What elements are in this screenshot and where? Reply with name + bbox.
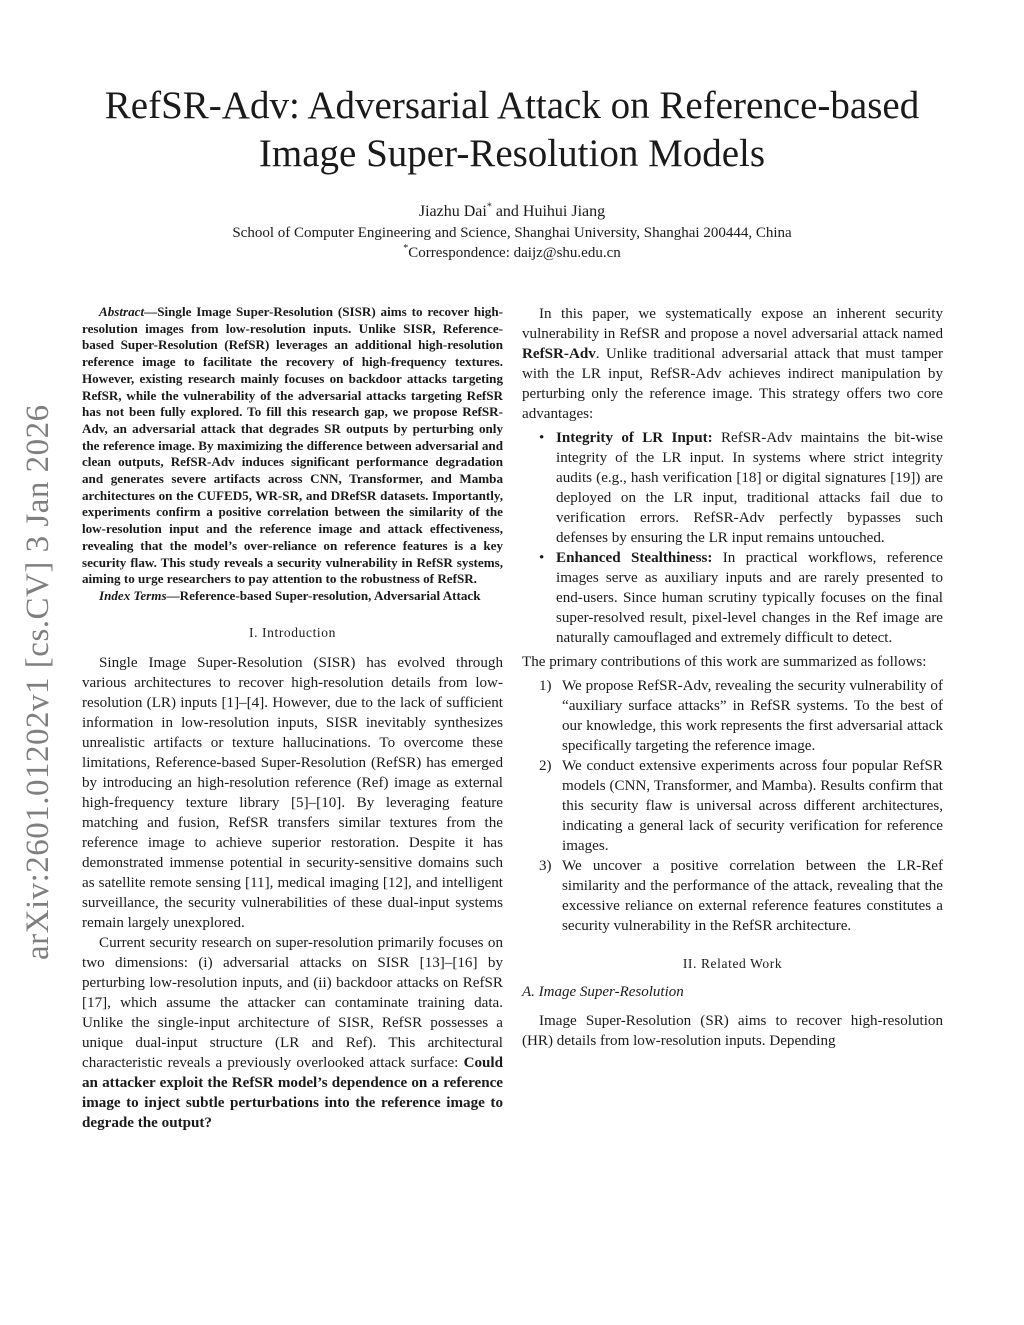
correspondence <box>60 245 964 262</box>
section-heading-related-work: II. Related Work <box>682 956 783 971</box>
index-terms-text: —Reference-based Super-resolution, Adversarial Attack <box>166 587 481 603</box>
affiliation: School of Computer Engineering and Science, Shanghai University, Shanghai 200444, China <box>232 225 792 241</box>
list-item <box>522 756 943 856</box>
left-column <box>82 304 503 1133</box>
list-item-number: 1) <box>539 678 552 694</box>
paper-title <box>60 82 964 178</box>
list-item-text: In practical workflows, reference images serve as auxiliary inputs and are rarely presented to end-users. Since human scrutiny typically focuses on the final super-resolved result, pixel-level changes in the Ref image are naturally camouflaged and extremely difficult to detect. <box>556 550 943 646</box>
index-terms <box>82 588 503 605</box>
author-1: Jiazhu Dai <box>418 203 487 220</box>
correspondence-text: Correspondence: daijz@shu.edu.cn <box>408 245 621 261</box>
method-name: RefSR-Adv <box>522 346 596 362</box>
intro-paragraph-1: Single Image Super-Resolution (SISR) has evolved through various architectures to recover high-resolution details from low-resolution (LR) inputs [1]–[4]. However, due to the lack of sufficient information in low-resolution inputs, SISR inevitably synthesizes unrealistic artifacts or texture hallucinations. To overcome these limitations, Reference-based Super-Resolution (RefSR) has emerged by introducing an high-resolution reference (Ref) image as external high-frequency texture library [5]–[10]. By leveraging feature matching and fusion, RefSR transfers similar textures from the reference image to achieve superior restoration. Despite it has demonstrated immense potential in security-sensitive domains such as satellite remote sensing [11], medical imaging [12], and intelligent surveillance, the security vulnerabilities of these dual-input systems remain largely unexplored. <box>82 654 503 931</box>
intro-paragraph-3-text-b: . Unlike traditional adversarial attack that must tamper with the LR input, RefSR-Adv achieves indirect manipulation by perturbing only the reference image. This strategy offers two core advantages: <box>522 346 943 422</box>
title-line-1: RefSR-Adv: Adversarial Attack on Reference-based <box>104 84 920 127</box>
list-item-text: We conduct extensive experiments across four popular RefSR models (CNN, Transformer, and Mamba). Results confirm that this security flaw is universal across different architectures, indicating a general lack of security verification for reference images. <box>562 758 943 854</box>
list-item <box>522 428 943 548</box>
subsection-heading: A. Image Super-Resolution <box>522 984 684 1000</box>
list-item <box>522 856 943 936</box>
intro-paragraph-2 <box>82 933 503 1133</box>
abstract-label: Abstract <box>99 304 145 319</box>
right-column <box>522 304 943 1051</box>
authors <box>60 203 964 221</box>
list-item-label: Enhanced Stealthiness: <box>556 550 713 566</box>
corr-marker: * <box>403 243 409 254</box>
list-item <box>522 548 943 648</box>
list-item-number: 3) <box>539 858 552 874</box>
intro-paragraph-3-text-a: In this paper, we systematically expose an inherent security vulnerability in RefSR and propose a novel adversarial attack named <box>522 306 943 342</box>
research-question: Could an attacker exploit the RefSR model’s dependence on a reference image to inject subtle perturbations into the reference image to degrade the output? <box>82 1054 503 1131</box>
author-2: and Huihui Jiang <box>491 203 606 220</box>
intro-paragraph-3 <box>522 304 943 424</box>
abstract-text: —Single Image Super-Resolution (SISR) aims to recover high-resolution images from low-resolution inputs. Unlike SISR, Reference-based Super-Resolution (RefSR) leverages an additional high-resolution reference image to facilitate the recovery of high-frequency textures. However, existing research mainly focuses on backdoor attacks targeting RefSR, while the vulnerability of the adversarial attacks targeting RefSR has not been fully explored. To fill this research gap, we propose RefSR-Adv, an adversarial attack that degrades SR outputs by perturbing only the reference image. By maximizing the difference between adversarial and clean outputs, RefSR-Adv induces significant performance degradation and generates severe artifacts across CNN, Transformer, and Mamba architectures on the CUFED5, WR-SR, and DRefSR datasets. Importantly, experiments confirm a positive correlation between the similarity of the low-resolution input and the reference image and attack effectiveness, revealing that the model’s over-reliance on reference features is a key security flaw. This study reveals a security vulnerability in RefSR systems, aiming to urge researchers to pay attention to the robustness of RefSR. <box>82 304 503 587</box>
list-item <box>522 676 943 756</box>
list-item-text: We uncover a positive correlation between the LR-Ref similarity and the performance of the attack, revealing that the excessive reliance on external reference features constitutes a security vulnerability in the RefSR architecture. <box>562 858 943 934</box>
list-item-number: 2) <box>539 758 552 774</box>
related-work-paragraph-1: Image Super-Resolution (SR) aims to recover high-resolution (HR) details from low-resolution inputs. Depending <box>522 1013 943 1049</box>
index-terms-label: Index Terms <box>99 587 167 603</box>
author-marker: * <box>486 201 492 213</box>
section-heading-introduction: I. Introduction <box>249 624 336 640</box>
list-item-label: Integrity of LR Input: <box>556 430 713 446</box>
intro-paragraph-2-text: Current security research on super-resolution primarily focuses on two dimensions: (i) adversarial attacks on SISR [13]–[16] by perturbing low-resolution inputs, and (ii) backdoor attacks on RefSR [17], which assume the attacker can contaminate training data. Unlike the single-input architecture of SISR, RefSR possesses a unique dual-input structure (LR and Ref). This architectural characteristic reveals a previously overlooked attack surface: <box>82 934 503 1071</box>
arxiv-identifier: arXiv:2601.01202v1 [cs.CV] 3 Jan 2026 <box>20 404 56 960</box>
contributions-list <box>522 676 943 936</box>
list-item-text: We propose RefSR-Adv, revealing the security vulnerability of “auxiliary surface attacks” in RefSR systems. To the best of our knowledge, this work represents the first adversarial attack specifically targeting the reference image. <box>562 678 943 754</box>
abstract <box>82 304 503 588</box>
advantages-list <box>522 428 943 648</box>
list-item-text: RefSR-Adv maintains the bit-wise integrity of the LR input. In systems where strict integrity audits (e.g., hash verification [18] or digital signatures [19]) are deployed on the LR input, traditional attacks fail due to verification errors. RefSR-Adv perfectly bypasses such defenses by ensuring the LR input remains untouched. <box>556 430 944 546</box>
title-line-2: Image Super-Resolution Models <box>258 132 766 175</box>
contributions-intro: The primary contributions of this work are summarized as follows: <box>522 654 927 670</box>
